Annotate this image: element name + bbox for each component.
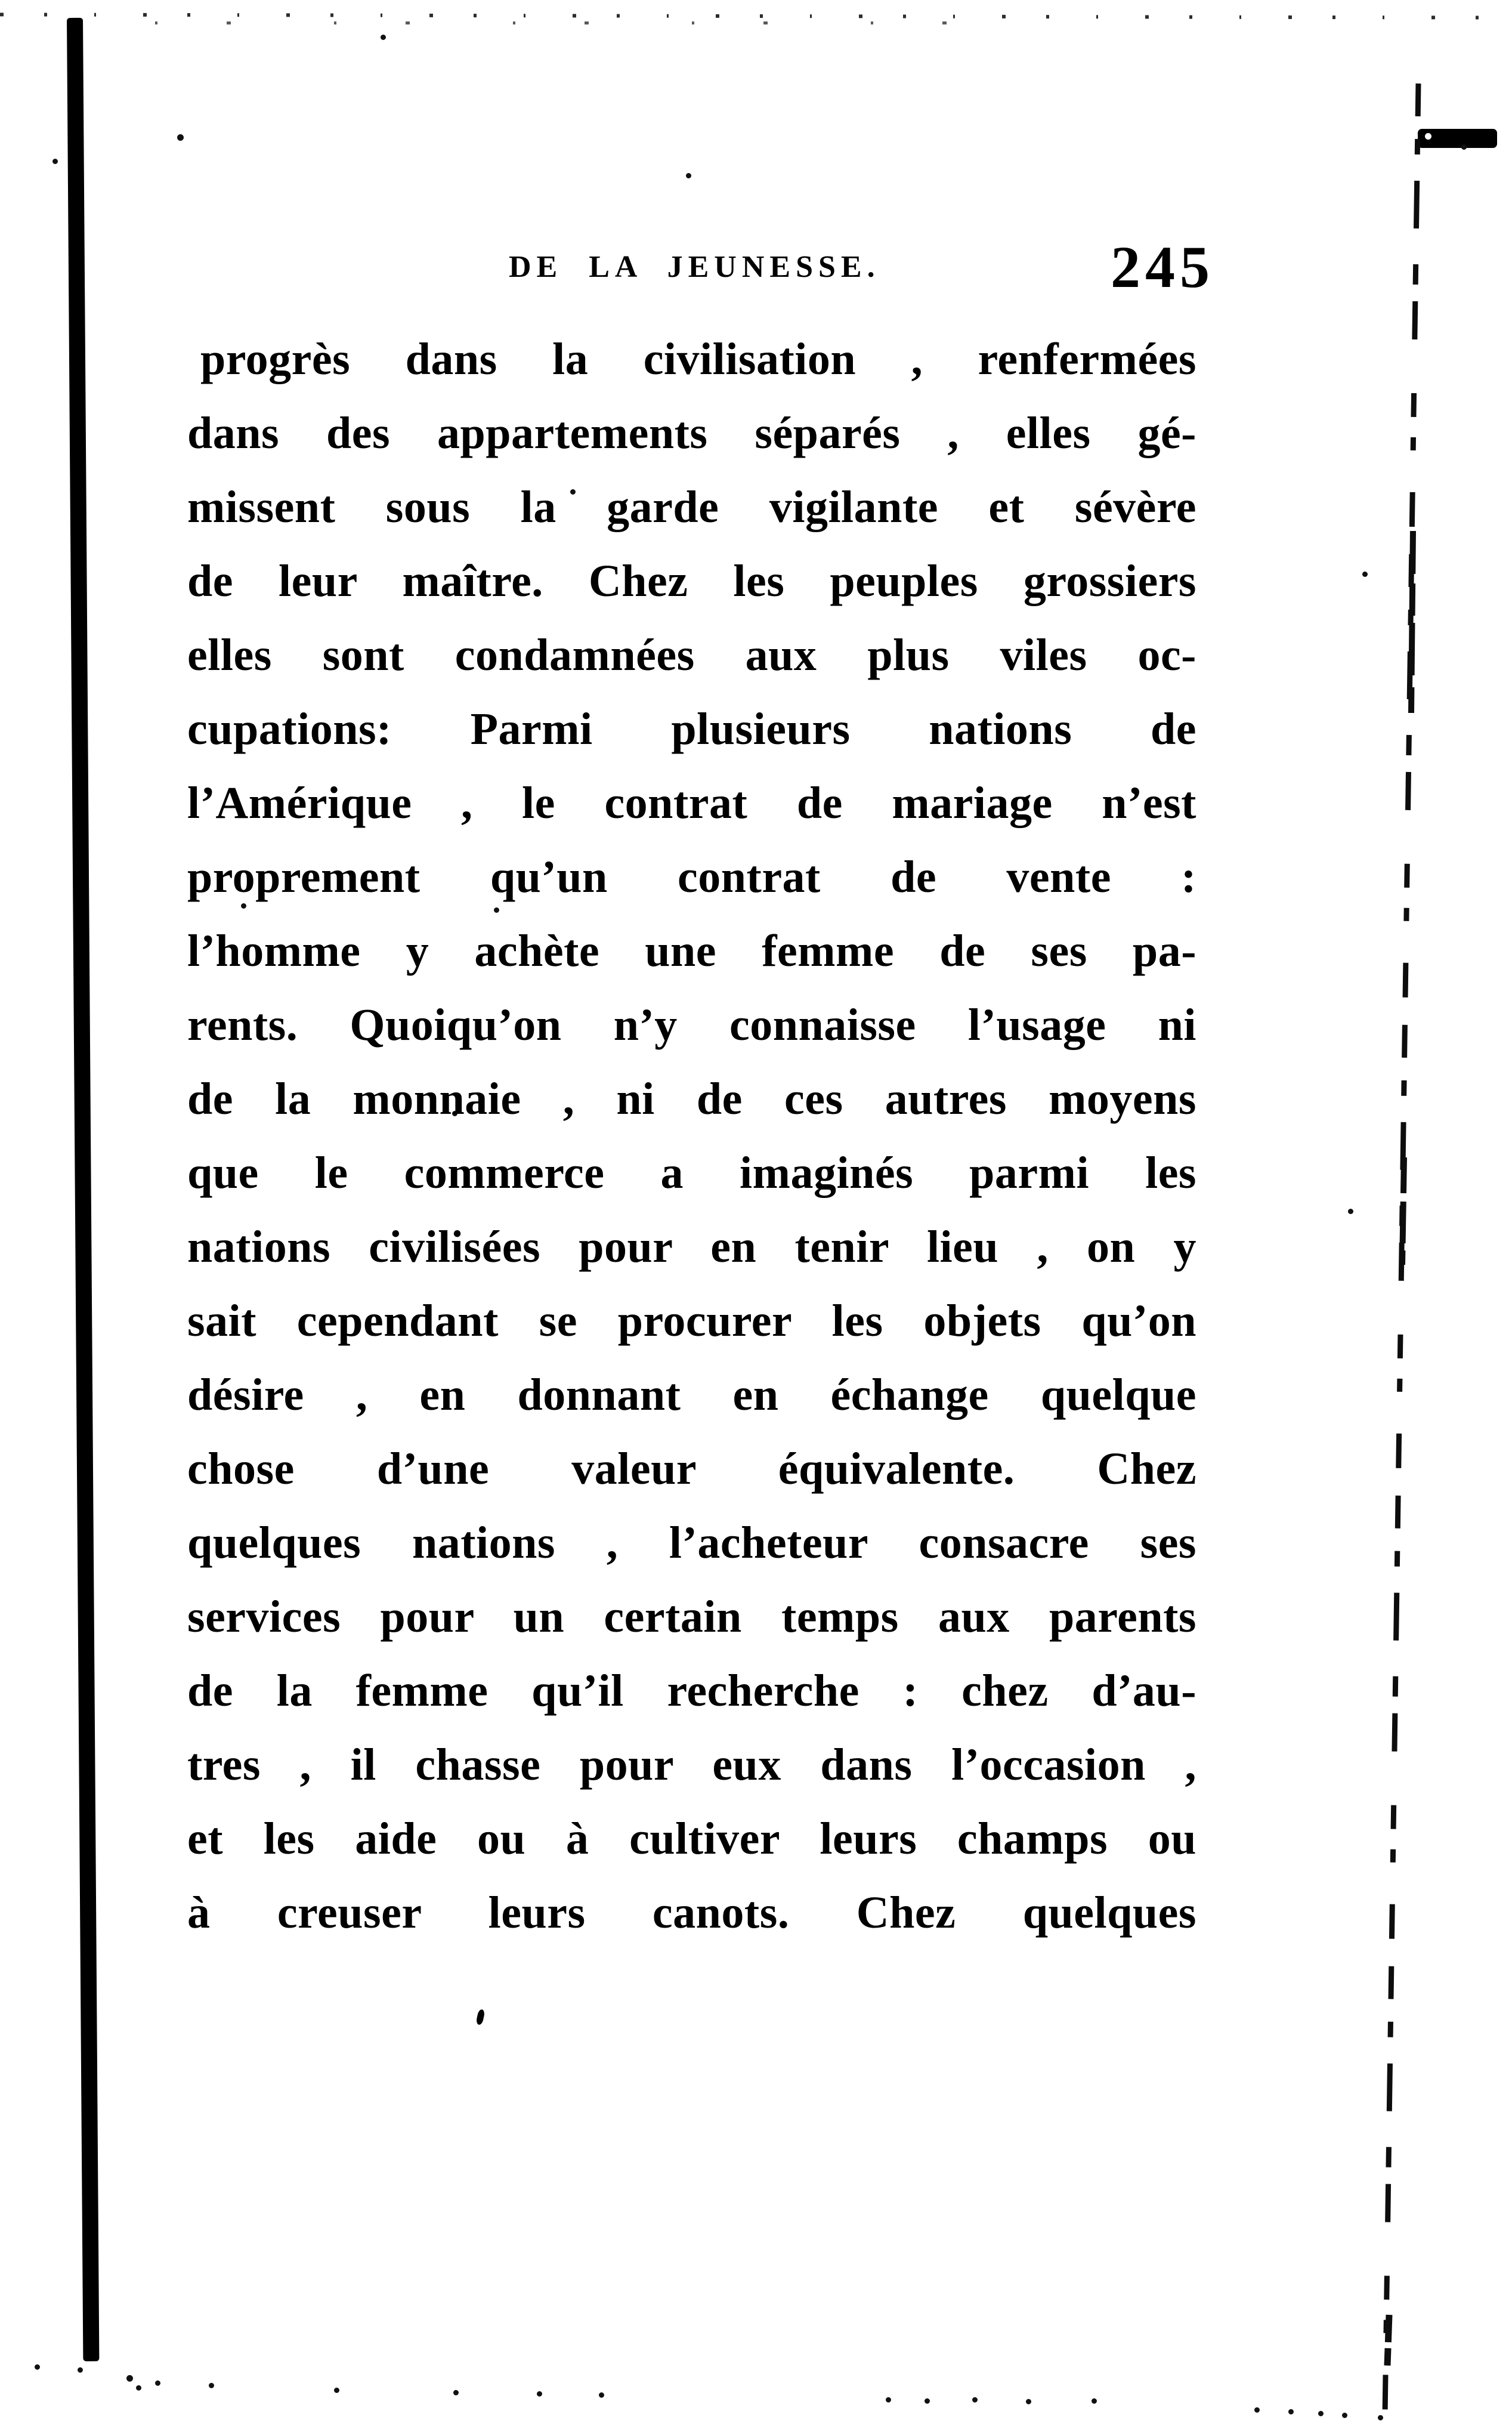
text-line: à creuser leurs canots. Chez quelques (187, 1888, 1196, 1938)
text-line: cupations: Parmi plusieurs nations de (187, 704, 1196, 754)
text-line: sait cependant se procurer les objets qu’on (187, 1296, 1196, 1346)
text-line: de la monnaie , ni de ces autres moyens (187, 1074, 1196, 1124)
body-text-block (187, 322, 1196, 1950)
text-line: missent sous la garde vigilante et sévère (187, 482, 1196, 532)
page-number: 245 (1111, 234, 1214, 300)
page-title: DE LA JEUNESSE. (509, 250, 880, 284)
text-line: services pour un certain temps aux parents (187, 1592, 1196, 1642)
text-line: progrès dans la civilisation , renfermées (200, 334, 1196, 384)
text-line: tres , il chasse pour eux dans l’occasion , (187, 1740, 1196, 1790)
text-line: que le commerce a imaginés parmi les (187, 1148, 1196, 1198)
text-line: désire , en donnant en échange quelque (187, 1370, 1196, 1420)
text-line: et les aide ou à cultiver leurs champs ou (187, 1814, 1196, 1864)
text-line: de leur maître. Chez les peuples grossiers (187, 556, 1196, 606)
text-line: quelques nations , l’acheteur consacre ses (187, 1518, 1196, 1568)
text-line: de la femme qu’il recherche : chez d’au- (187, 1666, 1196, 1716)
text-line: nations civilisées pour en tenir lieu , on y (187, 1222, 1196, 1272)
dust-specks (0, 0, 3, 3)
text-line: proprement qu’un contrat de vente : (187, 852, 1196, 902)
text-line: l’Amérique , le contrat de mariage n’est (187, 778, 1196, 828)
text-line: dans des appartements séparés , elles gé- (187, 408, 1196, 458)
text-line: elles sont condamnées aux plus viles oc- (187, 630, 1196, 680)
text-line: l’homme y achète une femme de ses pa- (187, 926, 1196, 976)
text-line: chose d’une valeur équivalente. Chez (187, 1444, 1196, 1494)
text-line: rents. Quoiqu’on n’y connaisse l’usage ni (187, 1000, 1196, 1050)
